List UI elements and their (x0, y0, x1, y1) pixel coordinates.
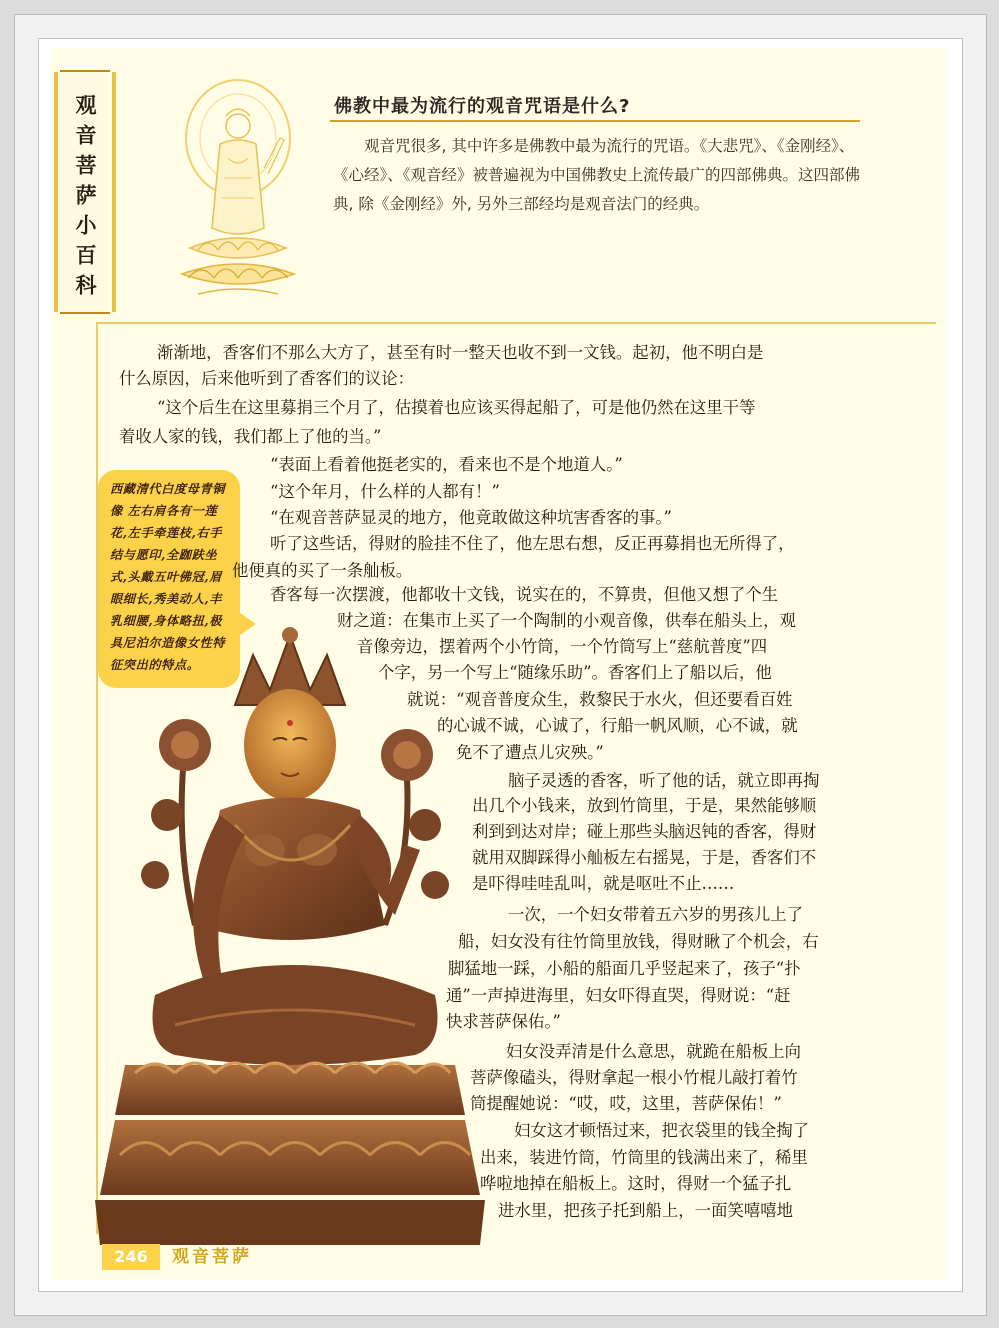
story-line: 船，妇女没有往竹筒里放钱，得财瞅了个机会，右 (458, 932, 819, 951)
story-line: 财之道：在集市上买了一个陶制的小观音像，供奉在船头上，观 (337, 611, 796, 630)
story-line: 音像旁边，摆着两个小竹筒，一个竹筒写上“慈航普度”四 (357, 637, 768, 656)
story-line: 个字，另一个写上“随缘乐助”。香客们上了船以后，他 (378, 663, 772, 682)
story-line: 一次，一个妇女带着五六岁的男孩儿上了 (508, 905, 804, 924)
statue-caption: 西藏清代白度母青铜像 左右肩各有一莲花,左手牵莲枝,右手结与愿印,全跏趺坐式,头戴五叶佛冠,眉眼细长,秀美动人,丰乳细腰,身体略扭,极具尼泊尔造像女性特征突出的特点。 (110, 482, 226, 672)
story-line: 进水里，把孩子托到船上，一面笑嘻嘻地 (498, 1201, 794, 1220)
running-footer-title: 观音菩萨 (172, 1247, 252, 1267)
story-line: 快求菩萨保佑。” (446, 1012, 561, 1031)
answer-paragraph: 观音咒很多, 其中许多是佛教中最为流行的咒语。《大悲咒》、《金刚经》、《心经》、《观音经》被普遍视为中国佛教史上流传最广的四部佛典。这四部佛典, 除《金刚经》外, 另外三部经均是观音法门的经典。 (333, 137, 861, 213)
sidebar-label: 观音菩萨小百科 (73, 94, 97, 304)
statue-caption-bubble (98, 470, 240, 688)
question-heading: 佛教中最为流行的观音咒语是什么? (334, 96, 631, 117)
page-number: 246 (102, 1244, 160, 1270)
story-line: 利到到达对岸；碰上那些头脑迟钝的香客，得财 (472, 822, 817, 841)
story-line: “在观音菩萨显灵的地方，他竟敢做这种坑害香客的事。” (270, 508, 672, 527)
story-line: 他便真的买了一条舢板。 (232, 561, 413, 580)
story-line: 妇女这才顿悟过来，把衣袋里的钱全掏了 (514, 1121, 810, 1140)
story-line: 就用双脚踩得小舢板左右摇晃，于是，香客们不 (472, 848, 817, 867)
story-line: 出几个小钱来，放到竹筒里，于是，果然能够顺 (472, 796, 817, 815)
story-line: 菩萨像磕头，得财拿起一根小竹棍儿敲打着竹 (470, 1068, 798, 1087)
story-line: 出来，装进竹筒，竹筒里的钱满出来了，稀里 (480, 1148, 808, 1167)
guanyin-illustration (168, 78, 308, 308)
story-line: 脚猛地一踩，小船的船面几乎竖起来了，孩子“扑 (448, 959, 801, 978)
story-line: “表面上看着他挺老实的，看来也不是个地道人。” (270, 455, 623, 474)
story-line: 哗啦地掉在船板上。这时，得财一个猛子扎 (480, 1174, 792, 1193)
story-line: 妇女没弄清是什么意思，就跪在船板上向 (506, 1042, 802, 1061)
story-line: “这个后生在这里募捐三个月了，估摸着也应该买得起船了，可是他仍然在这里干等 (157, 398, 756, 417)
story-line: 是吓得哇哇乱叫，就是呕吐不止…… (472, 874, 735, 893)
story-line: “这个年月，什么样的人都有！” (270, 482, 500, 501)
story-line: 通”一声掉进海里，妇女吓得直哭，得财说：“赶 (446, 986, 791, 1005)
story-line: 脑子灵透的香客，听了他的话，就立即再掏 (508, 771, 820, 790)
story-line: 的心诚不诚，心诚了，行船一帆风顺，心不诚，就 (437, 716, 798, 735)
story-line: 就说：“观音普度众生，救黎民于水火，但还要看百姓 (407, 690, 793, 709)
story-line: 听了这些话，得财的脸挂不住了，他左思右想，反正再募捐也无所得了， (270, 534, 795, 553)
story-line: 香客每一次摆渡，他都收十文钱，说实在的，不算贵，但他又想了个生 (270, 585, 779, 604)
encyclopedia-sidebar (60, 70, 110, 314)
story-line: 筒提醒她说：“哎，哎，这里，菩萨保佑！” (470, 1094, 782, 1113)
story-line: 渐渐地，香客们不那么大方了，甚至有时一整天也收不到一文钱。起初，他不明白是 (157, 343, 764, 362)
story-line: 着收人家的钱，我们都上了他的当。” (119, 427, 382, 446)
heading-rule (330, 120, 860, 122)
story-line: 免不了遭点儿灾殃。” (456, 743, 604, 762)
story-line: 什么原因，后来他听到了香客们的议论： (119, 369, 415, 388)
